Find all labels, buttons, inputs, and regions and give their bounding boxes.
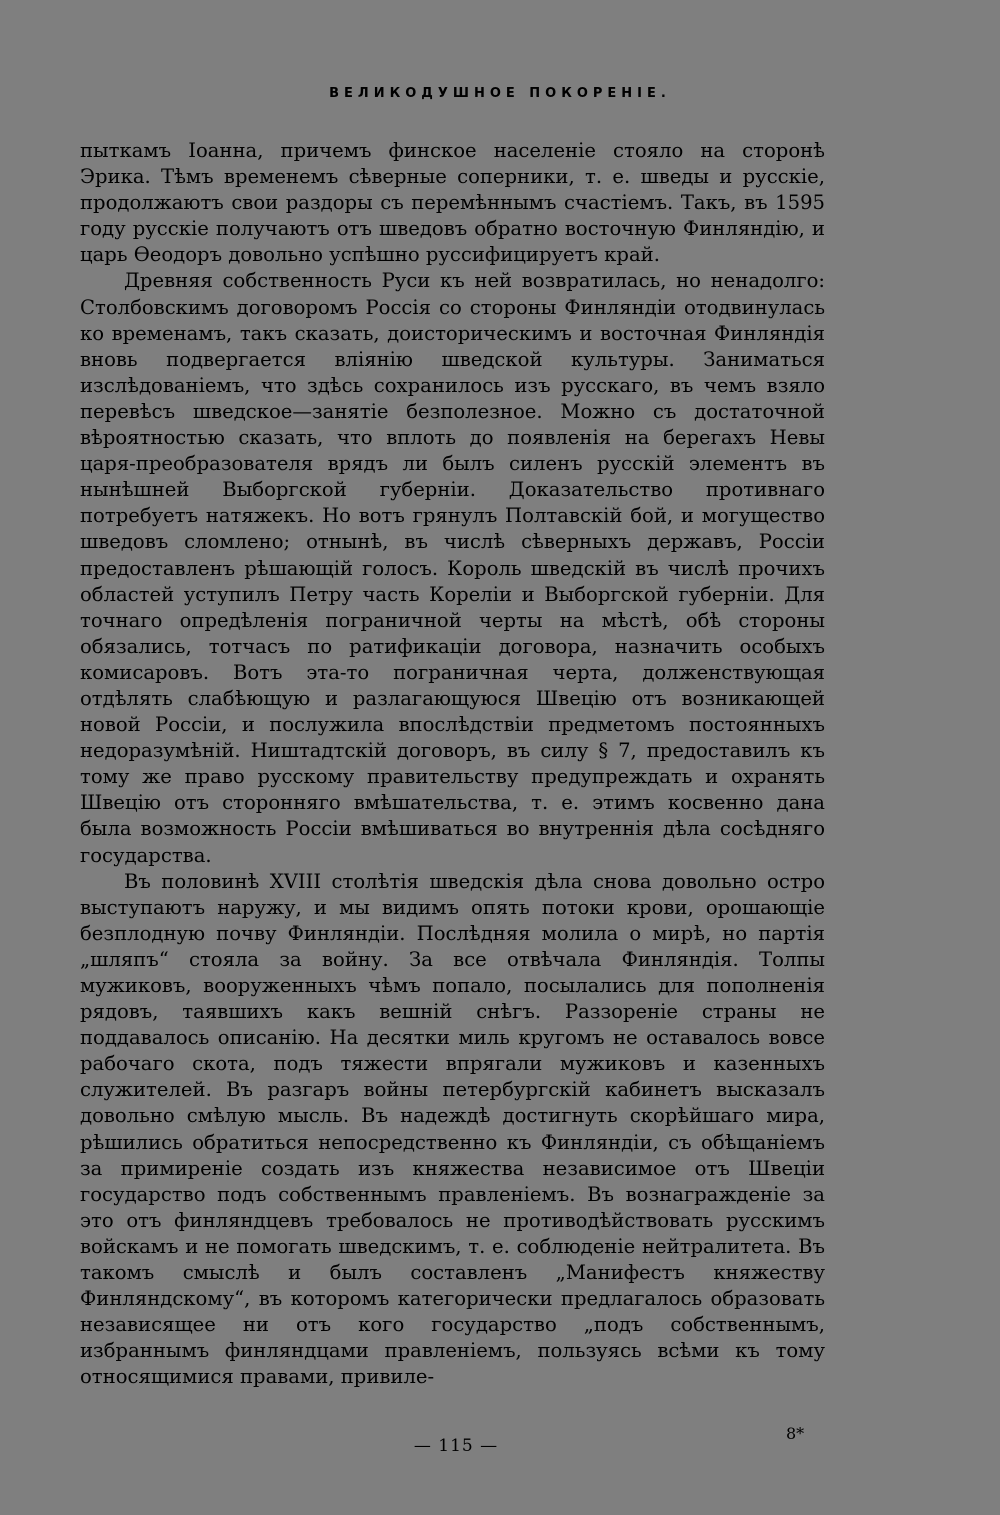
paragraph-2: Древняя собственность Руси къ ней возвратилась, но ненадолго: Столбовскимъ договоромъ Россія со стороны Финляндіи отодвинулась ко временамъ, такъ сказать, доисторическимъ и восточная Финляндія вновь подвергается вліянію шведской культуры. Заниматься изслѣдованіемъ, что здѣсь сохранилось изъ русскаго, въ чемъ взяло перевѣсъ шведское—занятіе безполезное. Можно съ достаточной вѣроятностью сказать, что вплоть до появленія на берегахъ Невы царя-преобразователя врядъ ли былъ силенъ русскій элементъ въ нынѣшней Выборгской губерніи. Доказательство противнаго потребуетъ натяжекъ. Но вотъ грянулъ Полтавскій бой, и могущество шведовъ сломлено; отнынѣ, въ числѣ сѣверныхъ державъ, Россіи предоставленъ рѣшающій голосъ. Король шведскій въ числѣ прочихъ областей уступилъ Петру часть Кореліи и Выборгской губерніи. Для точнаго опредѣленія пограничной черты на мѣстѣ, обѣ стороны обязались, тотчасъ по ратификаціи договора, назначить особыхъ комисаровъ. Вотъ эта-то пограничная черта, долженствующая отдѣлять слабѣющую и разлагающуюся Швецію отъ возникающей новой Россіи, и послужила впослѣдствіи предметомъ постоянныхъ недоразумѣній. Ништадтскій договоръ, въ силу § 7, предоставилъ къ тому же право русскому правительству предупреждать и охранять Швецію отъ сторонняго вмѣшательства, т. е. этимъ косвенно дана была возможность Россіи вмѣшиваться во внутреннія дѣла сосѣдняго государства. (80, 269, 825, 867)
signature-mark: 8* (786, 1424, 805, 1443)
paragraph-3: Въ половинѣ XVIII столѣтія шведскія дѣла снова довольно остро выступаютъ наружу, и мы видимъ опять потоки крови, орошающіе безплодную почву Финляндіи. Послѣдняя молила о мирѣ, но партія „шляпъ“ стояла за войну. За все отвѣчала Финляндія. Толпы мужиковъ, вооруженныхъ чѣмъ попало, посылались для пополненія рядовъ, таявшихъ какъ вешній снѣгъ. Раззореніе страны не поддавалось описанію. На десятки миль кругомъ не оставалось вовсе рабочаго скота, подъ тяжести впрягали мужиковъ и казенныхъ служителей. Въ разгаръ войны петербургскій кабинетъ высказалъ довольно смѣлую мысль. Въ надеждѣ достигнуть скорѣйшаго мира, рѣшились обратиться непосредственно къ Финляндіи, съ обѣщаніемъ за примиреніе создать изъ княжества независимое отъ Швеціи государство подъ собственнымъ правленіемъ. Въ вознагражденіе за это отъ финляндцевъ требовалось не противодѣйствовать русскимъ войскамъ и не помогать шведскимъ, т. е. соблюденіе нейтралитета. Въ такомъ смыслѣ и былъ составленъ „Манифестъ княжеству Финляндскому“, въ которомъ категорически предлагалось образовать независящее ни отъ кого государство „подъ собственнымъ, избраннымъ финляндцами правленіемъ, пользуясь всѣми къ тому относящимися правами, привиле- (80, 869, 825, 1389)
paragraph-1: пыткамъ Іоанна, причемъ финское населеніе стояло на сторонѣ Эрика. Тѣмъ временемъ сѣверные соперники, т. е. шведы и русскіе, продолжаютъ свои раздоры съ перемѣннымъ счастіемъ. Такъ, въ 1595 году русскіе получаютъ отъ шведовъ обратно восточную Финляндію, и царь Ѳеодоръ довольно успѣшно руссифицируетъ край. (80, 139, 825, 267)
body-text (80, 138, 825, 1391)
running-head: ВЕЛИКОДУШНОЕ ПОКОРЕНІЕ. (329, 86, 671, 101)
page-number: — 115 — (413, 1436, 499, 1456)
